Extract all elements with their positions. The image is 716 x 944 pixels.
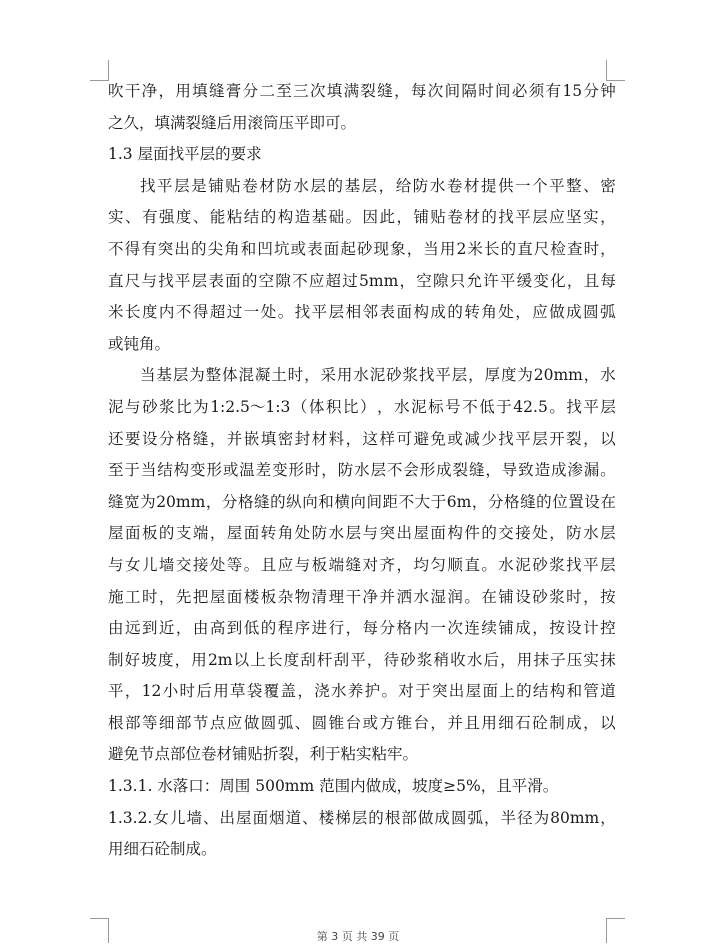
document-body xyxy=(108,76,616,866)
subsection-item: 1.3.1. 水落口：周围 500mm 范围内做成，坡度≥5%，且平滑。 xyxy=(108,777,559,796)
paragraph-line: 之久，填满裂缝后用滚筒压平即可。 xyxy=(108,113,357,132)
paragraph-line: 用细石砼制成。 xyxy=(108,840,217,859)
paragraph-line: 或钝角。 xyxy=(108,334,171,353)
section-heading: 1.3 屋面找平层的要求 xyxy=(108,145,262,164)
paragraph-line: 根 部 等 细 部 节 点 应 做 圆 弧 、 圆 锥 台 或 方 锥 台 ， 并 且 用 细 石 砼 制 成 ， 以 xyxy=(108,713,616,732)
paragraph-line: 至 于 当 结 构 变 形 或 温 差 变 形 时 ， 防 水 层 不 会 形 成 裂 缝 ， 导 致 造 成 渗 漏 。 xyxy=(108,461,616,480)
paragraph-line: 直 尺 与 找 平 层 表 面 的 空 隙 不 应 超 过 5mm ， 空 隙 只 允 许 平 缓 变 化 ， 且 每 xyxy=(108,271,616,290)
subsection-item: 1.3.2. 女 儿 墙 、 出 屋 面 烟 道 、 楼 梯 层 的 根 部 做 成 圆 弧 ， 半 径 为 80mm ， xyxy=(108,808,616,827)
paragraph-line: 施 工 时 ， 先 把 屋 面 楼 板 杂 物 清 理 干 净 并 洒 水 湿 润 。 在 铺 设 砂 浆 时 ， 按 xyxy=(108,587,616,606)
paragraph-line: 由 远 到 近 ， 由 高 到 低 的 程 序 进 行 ， 每 分 格 内 一 次 连 续 铺 成 ， 按 设 计 控 xyxy=(108,619,616,638)
paragraph-line: 缝 宽 为 20mm ， 分 格 缝 的 纵 向 和 横 向 间 距 不 大 于 6m ， 分 格 缝 的 位 置 设 在 xyxy=(108,492,616,511)
paragraph-line: 不 得 有 突 出 的 尖 角 和 凹 坑 或 表 面 起 砂 现 象 ， 当 用 2 米 长 的 直 尺 检 查 时 ， xyxy=(108,239,616,258)
paragraph-line: 避免节点部位卷材铺贴折裂，利于粘实粘牢。 xyxy=(108,745,419,764)
paragraph-line: 实 、 有 强 度 、 能 粘 结 的 构 造 基 础 。 因 此 ， 铺 贴 卷 材 的 找 平 层 应 坚 实 ， xyxy=(108,208,616,227)
paragraph-line: 当 基 层 为 整 体 混 凝 土 时 ， 采 用 水 泥 砂 浆 找 平 层 ， 厚 度 为 20mm ， 水 xyxy=(140,366,616,385)
paragraph-line: 泥 与 砂 浆 比 为 1:2.5～1:3 （ 体 积 比 ） ， 水 泥 标 号 不 低 于 42.5 。 找 平 层 xyxy=(108,397,616,416)
paragraph-line: 找 平 层 是 铺 贴 卷 材 防 水 层 的 基 层 ， 给 防 水 卷 材 提 供 一 个 平 整 、 密 xyxy=(140,176,616,195)
crop-mark-top-left xyxy=(90,60,109,81)
paragraph-line: 吹 干 净 ， 用 填 缝 膏 分 二 至 三 次 填 满 裂 缝 ， 每 次 间 隔 时 间 必 须 有 15 分 钟 xyxy=(108,82,616,100)
page-number-footer: 第 3 页 共 39 页 xyxy=(316,930,400,943)
paragraph-line: 平 ， 12 小 时 后 用 草 袋 覆 盖 ， 浇 水 养 护 。 对 于 突 出 屋 面 上 的 结 构 和 管 道 xyxy=(108,682,616,701)
paragraph-line: 还 要 设 分 格 缝 ， 并 嵌 填 密 封 材 料 ， 这 样 可 避 免 或 减 少 找 平 层 开 裂 ， 以 xyxy=(108,429,616,448)
paragraph-line: 制 好 坡 度 ， 用 2m 以 上 长 度 刮 杆 刮 平 ， 待 砂 浆 稍 收 水 后 ， 用 抹 子 压 实 抹 xyxy=(108,650,616,669)
paragraph-line: 屋 面 板 的 支 端 ， 屋 面 转 角 处 防 水 层 与 突 出 屋 面 构 件 的 交 接 处 ， 防 水 层 xyxy=(108,524,616,543)
paragraph-line: 米 长 度 内 不 得 超 过 一 处 。 找 平 层 相 邻 表 面 构 成 的 转 角 处 ， 应 做 成 圆 弧 xyxy=(108,303,616,322)
paragraph-line: 与 女 儿 墙 交 接 处 等 。 且 应 与 板 端 缝 对 齐 ， 均 匀 顺 直 。 水 泥 砂 浆 找 平 层 xyxy=(108,555,616,574)
